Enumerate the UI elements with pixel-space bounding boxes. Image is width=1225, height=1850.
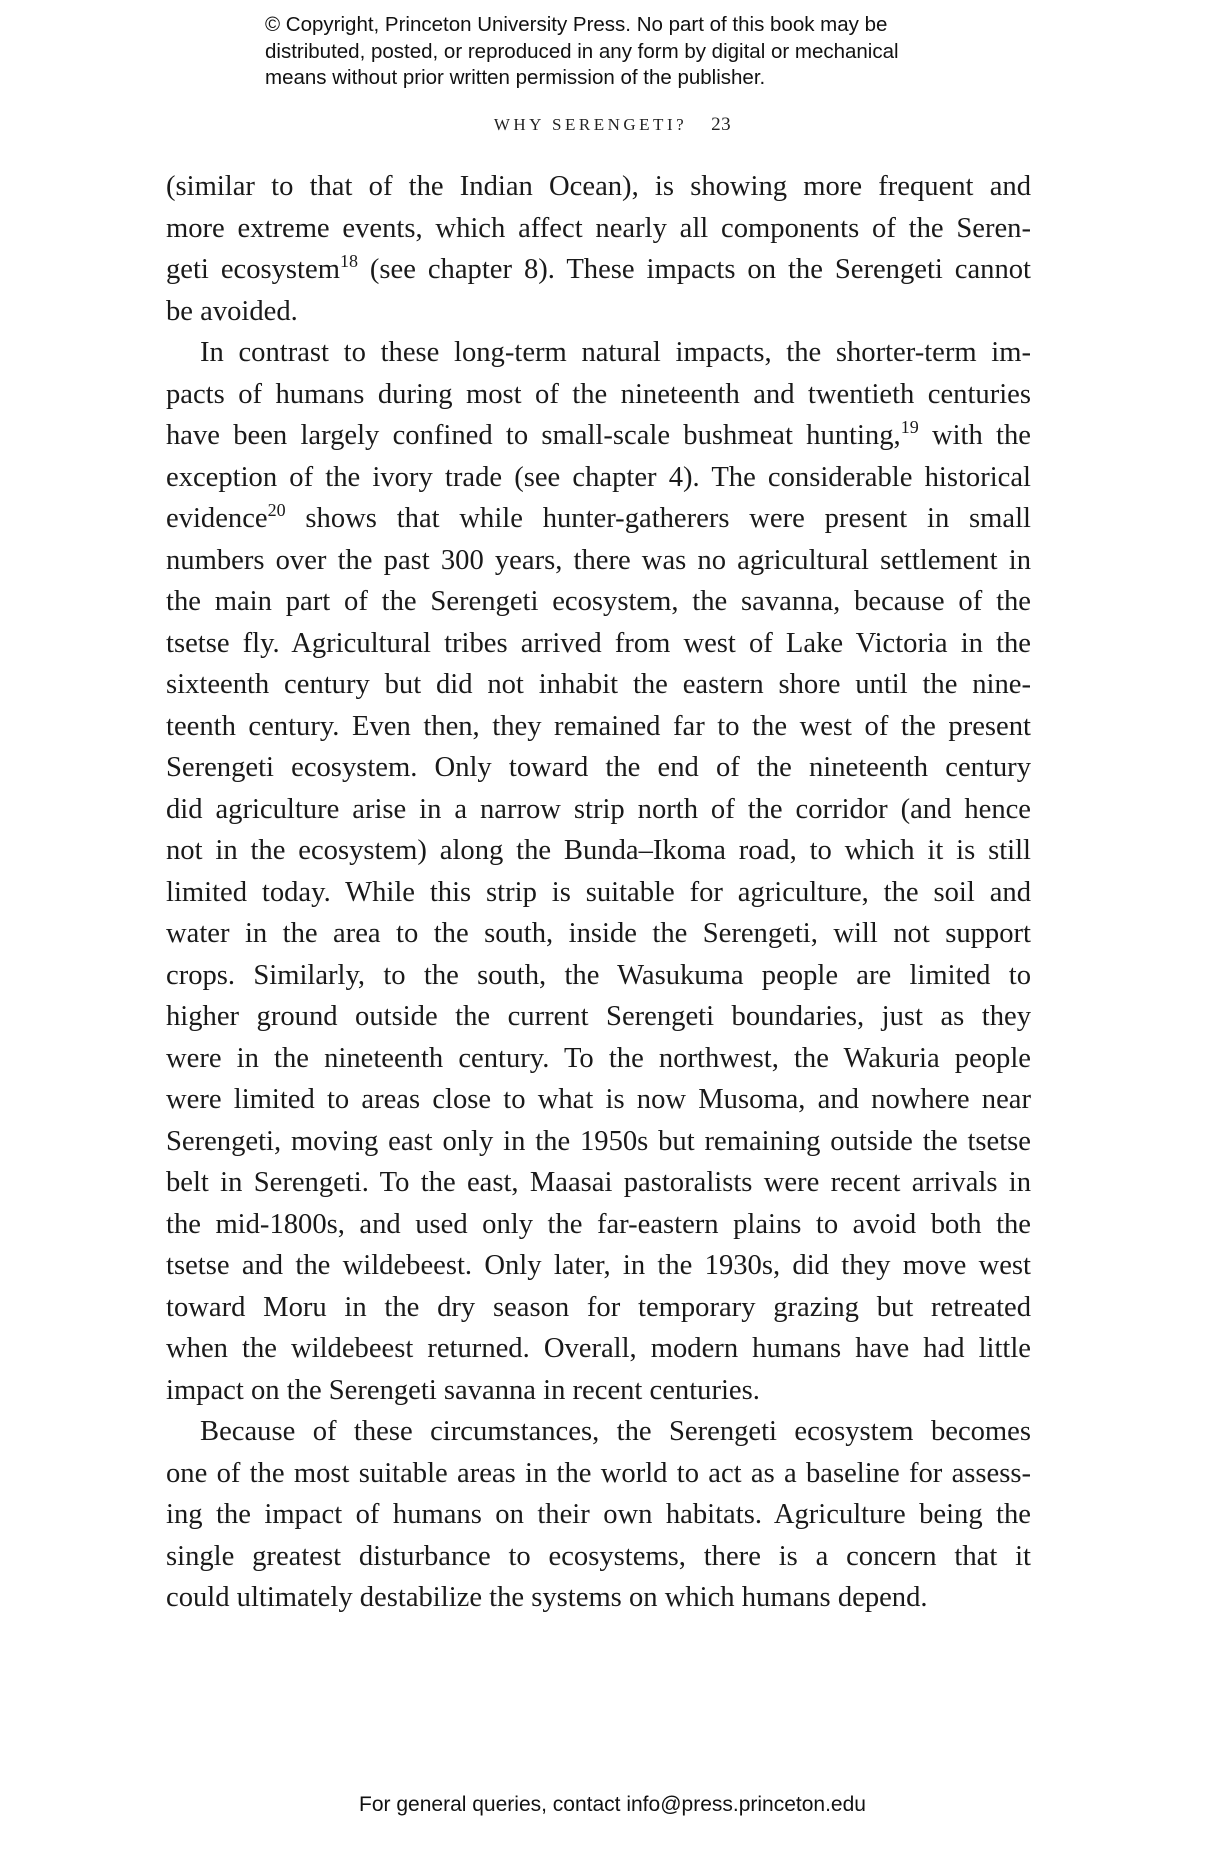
copyright-notice	[265, 12, 985, 92]
text-run: (see chapter 8). These impacts on the Serengeti cannot	[357, 254, 1031, 285]
text-line	[166, 1536, 1031, 1578]
text-line	[166, 955, 1031, 997]
text-line	[166, 664, 1031, 706]
text-run: (similar to that of the Indian Ocean), is showing more frequent and	[166, 171, 1031, 202]
text-run: teenth century. Even then, they remained far to the west of the present	[166, 710, 1031, 742]
text-line	[166, 623, 1031, 665]
text-run: water in the area to the south, inside the Serengeti, will not support	[166, 918, 1031, 949]
text-run: were limited to areas close to what is now Musoma, and nowhere near	[166, 1084, 1031, 1115]
copyright-line: distributed, posted, or reproduced in any form by digital or mechanical	[265, 39, 899, 63]
paragraph	[166, 1411, 1031, 1619]
text-line	[166, 249, 1031, 291]
text-line	[166, 789, 1031, 831]
text-line	[166, 1453, 1031, 1495]
text-run: tsetse fly. Agricultural tribes arrived from west of Lake Victoria in the	[166, 627, 1031, 659]
text-line	[166, 747, 1031, 789]
text-run: Because of these circumstances, the Serengeti ecosystem becomes	[200, 1416, 1031, 1447]
text-run: could ultimately destabilize the systems on which humans depend.	[166, 1582, 928, 1613]
text-run: impact on the Serengeti savanna in recent centuries.	[166, 1374, 760, 1406]
text-line	[166, 415, 1031, 457]
text-line	[166, 830, 1031, 872]
text-line	[166, 1494, 1031, 1536]
text-run: toward Moru in the dry season for temporary grazing but retreated	[166, 1291, 1031, 1323]
text-run: one of the most suitable areas in the world to act as a baseline for assess-	[166, 1457, 1031, 1489]
footnote-ref[interactable]: 18	[339, 251, 358, 271]
running-head	[0, 114, 1225, 136]
text-run: be avoided.	[166, 295, 298, 327]
text-run: single greatest disturbance to ecosystems, there is a concern that it	[166, 1540, 1031, 1572]
paragraph	[166, 166, 1031, 332]
footnote-ref[interactable]: 19	[900, 417, 919, 437]
text-line	[166, 1328, 1031, 1370]
text-run: In contrast to these long-term natural impacts, the shorter-term im-	[200, 337, 1031, 368]
text-run: with the	[918, 420, 1031, 451]
text-run: did agriculture arise in a narrow strip north of the corridor (and hence	[166, 793, 1031, 825]
text-run: pacts of humans during most of the nineteenth and twentieth centuries	[166, 378, 1031, 410]
text-run: tsetse and the wildebeest. Only later, in the 1930s, did they move west	[166, 1250, 1031, 1281]
text-line	[166, 996, 1031, 1038]
text-run: ing the impact of humans on their own habitats. Agriculture being the	[166, 1499, 1031, 1530]
text-run: Serengeti, moving east only in the 1950s but remaining outside the tsetse	[166, 1125, 1031, 1157]
text-run: shows that while hunter-gatherers were present in small	[285, 503, 1031, 534]
text-line	[166, 208, 1031, 250]
running-head-title: WHY SERENGETI?	[493, 115, 688, 134]
text-line	[166, 1121, 1031, 1163]
text-line	[166, 1577, 1031, 1619]
text-line	[166, 1204, 1031, 1246]
text-run: higher ground outside the current Serengeti boundaries, just as they	[166, 1001, 1031, 1032]
text-run: Serengeti ecosystem. Only toward the end of the nineteenth century	[166, 752, 1031, 783]
text-run: were in the nineteenth century. To the northwest, the Wakuria people	[166, 1042, 1031, 1074]
text-line	[166, 1287, 1031, 1329]
text-line	[166, 1370, 1031, 1412]
text-line	[166, 457, 1031, 499]
paragraph	[166, 332, 1031, 1411]
text-line	[166, 581, 1031, 623]
page-number: 23	[711, 114, 732, 135]
text-run: not in the ecosystem) along the Bunda–Ikoma road, to which it is still	[166, 835, 1031, 866]
text-line	[166, 1162, 1031, 1204]
text-run: have been largely confined to small-scale bushmeat hunting,	[166, 420, 901, 451]
text-run: belt in Serengeti. To the east, Maasai pastoralists were recent arrivals in	[166, 1167, 1031, 1198]
text-line	[166, 1038, 1031, 1080]
text-run: limited today. While this strip is suitable for agriculture, the soil and	[166, 876, 1031, 908]
text-run: evidence	[166, 503, 268, 534]
text-line	[166, 706, 1031, 748]
text-run: numbers over the past 300 years, there was no agricultural settlement in	[166, 544, 1031, 576]
text-line	[166, 1411, 1031, 1453]
text-run: geti ecosystem	[166, 254, 340, 285]
text-line	[166, 1245, 1031, 1287]
text-line	[166, 332, 1031, 374]
footnote-ref[interactable]: 20	[267, 500, 286, 520]
copyright-line: © Copyright, Princeton University Press. No part of this book may be	[265, 13, 888, 36]
text-line	[166, 540, 1031, 582]
text-run: when the wildebeest returned. Overall, modern humans have had little	[166, 1333, 1031, 1364]
text-run: exception of the ivory trade (see chapter 4). The considerable historical	[166, 461, 1031, 493]
text-run: the main part of the Serengeti ecosystem, the savanna, because of the	[166, 586, 1031, 617]
text-run: sixteenth century but did not inhabit the eastern shore until the nine-	[166, 669, 1031, 700]
text-line	[166, 1079, 1031, 1121]
text-line	[166, 166, 1031, 208]
text-line	[166, 498, 1031, 540]
text-line	[166, 291, 1031, 333]
text-run: the mid-1800s, and used only the far-eastern plains to avoid both the	[166, 1208, 1031, 1240]
body-text	[166, 166, 1031, 1619]
text-run: crops. Similarly, to the south, the Wasukuma people are limited to	[166, 959, 1031, 991]
text-line	[166, 872, 1031, 914]
text-line	[166, 374, 1031, 416]
text-line	[166, 913, 1031, 955]
footer-contact: For general queries, contact info@press.princeton.edu	[359, 1793, 866, 1816]
copyright-line: means without prior written permission of the publisher.	[265, 66, 766, 89]
text-run: more extreme events, which affect nearly all components of the Seren-	[166, 212, 1031, 244]
